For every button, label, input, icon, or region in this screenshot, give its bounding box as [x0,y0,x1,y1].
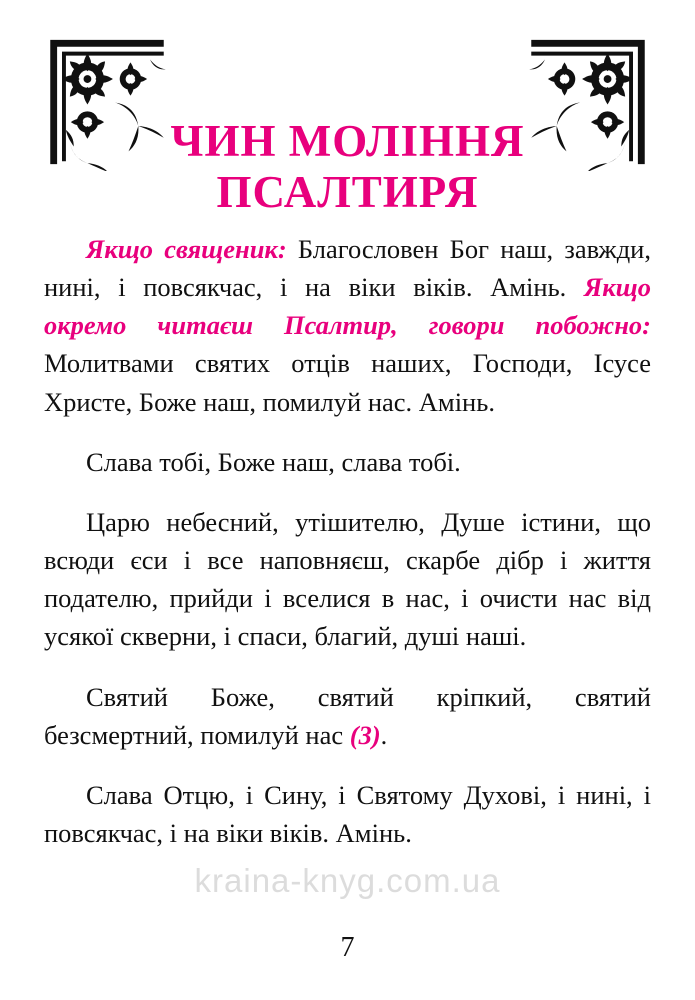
prayer-text [44,230,651,852]
page-title-line-1: ЧИН МОЛІННЯ [170,116,525,167]
page-title [44,116,651,217]
paragraph: Якщо священик: Благословен Бог наш, завжди, нині, і повсякчас, і на віки віків. Амінь. Якщо окремо читаєш Псалтир, говори побожно: Молитвами святих отців наших, Господи, Ісусе Христе, Боже наш, помилуй нас. Амінь. [44,234,651,417]
paragraph: Слава тобі, Боже наш, слава тобі. [86,446,461,477]
paragraph: Слава Отцю, і Сину, і Святому Духові, і нині, і повсякчас, і на віки віків. Амінь. [44,779,651,849]
page-number: 7 [340,932,355,963]
repeat-count: (3) [349,719,381,750]
page-title-line-2: ПСАЛТИРЯ [216,166,479,217]
paragraph: Святий Боже, святий кріпкий, святий безсмертний, помилуй нас (3). [44,681,651,750]
watermark: kraina-knyg.com.ua [194,862,501,899]
rubric-text: Якщо окремо читаєш Псалтир, говори побожно: [44,272,651,341]
paragraph: Царю небесний, утішителю, Душе істини, що всюди єси і все наповняєш, скарбе дібр і життя подателю, прийди і вселися в нас, і очисти нас від усякої скверни, і спаси, благий, душі наші. [44,506,651,652]
rubric-text: Якщо священик: [86,234,287,264]
ornament-row [44,36,651,217]
